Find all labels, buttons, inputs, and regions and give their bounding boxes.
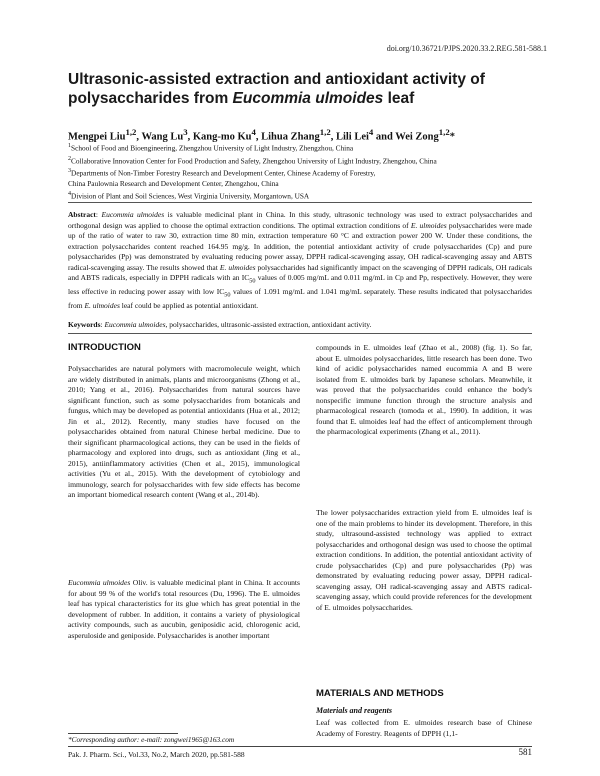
affiliation (68, 189, 548, 202)
methods-heading: MATERIALS AND METHODS (316, 688, 444, 699)
title-text: polysaccharides from (68, 90, 233, 107)
footnote (68, 735, 234, 744)
abstract-sub: 50 (249, 277, 256, 285)
author-sep: , (330, 131, 336, 143)
abstract-text: is valuable medicinal plant in China. In this study, ultrasonic technology was used to extract polysaccharides and orthogonal design was applied to choose the optimal extraction conditions. The optimal extraction conditions of (68, 210, 532, 230)
affiliation-sup: 2 (68, 155, 72, 162)
affiliations (68, 141, 548, 202)
affiliation-sup: 3 (68, 168, 72, 175)
affiliation-sup: 4 (68, 191, 72, 198)
divider-bottom (68, 333, 532, 334)
abstract-text: polysaccharides had significantly impact on the scavenging of DPPH radicals, OH radicals and ABTS radicals, especially in DPPH radicals with an IC (68, 262, 532, 282)
author-sep: , (136, 131, 142, 143)
author-sup: 1,2 (438, 127, 450, 137)
affiliation (68, 141, 548, 154)
title-suffix: leaf (383, 90, 415, 107)
keywords-species: Eucommia ulmoides (104, 320, 166, 329)
affiliation-sup: 1 (68, 143, 72, 149)
author-sup: 4 (368, 127, 374, 137)
page-number: 581 (518, 747, 532, 757)
title-line-2 (68, 89, 538, 108)
author-sep: * (449, 131, 455, 143)
affiliation (68, 179, 548, 189)
author-sep: , (255, 131, 262, 143)
right-paragraph-1: compounds in E. ulmoides leaf (Zhao et al., 2008) (fig. 1). So far, about E. ulmoides polysaccharides, little research has been done. Two kind of acidic polysaccharides named eucommia A and B were isolated from E. ulmoides bark by Japanese scholars. Meanwhile, it was proved that the polysaccharides could enhance the body's nonspecific immune function through the structure analysis and pharmacological research (tomoda et al., 1990). In addition, it was found that E. ulmoides leaf had the effect of anticomplement through the pharmacological experiments (Zhang et al., 2011). (316, 343, 532, 436)
right-paragraph-3: Leaf was collected from E. ulmoides research base of Chinese Academy of Forestry. Reagents of DPPH (1,1- (316, 718, 532, 738)
abstract-label: Abstract (68, 210, 96, 219)
author: Wei Zong (395, 131, 439, 143)
affiliation (68, 154, 548, 167)
affiliation-text: China Paulownia Research and Development Center, Zhengzhou, China (68, 179, 279, 189)
author-sup: 1,2 (125, 127, 137, 137)
keywords (68, 320, 532, 330)
author-sup: 4 (251, 127, 256, 137)
author-sep: and (373, 131, 396, 143)
intro-species: Eucommia ulmoides (68, 578, 131, 587)
abstract-text: : (95, 210, 102, 219)
abstract-sub: 50 (224, 291, 231, 299)
author: Lihua Zhang (261, 131, 320, 143)
author: Mengpei Liu (68, 131, 126, 143)
keywords-colon: : (100, 320, 105, 329)
abstract (68, 210, 532, 312)
abstract-text: polysaccharides were made up of the ratio of water to raw 30, extraction time 80 min, extraction temperature 60 °C and extraction power 200 W. Under these conditions, the extraction polysaccharides content reached 164.95 mg/g. In addition, the potential antioxidant activity of crude polysaccharides (Cp) and pure polysaccharides (Pp) was demonstrated by evaluating reducing power assay, DPPH radical-scavenging assay, OH radical-scavenging assay and ABTS radical-scavenging assay. The results showed that (68, 220, 532, 272)
keywords-text: , polysaccharides, ultrasonic-assisted extraction, antioxidant activity. (165, 320, 372, 329)
title-species: Eucommia ulmoides (232, 90, 384, 107)
author: Lili Lei (335, 131, 369, 143)
footnote-rule (68, 733, 178, 734)
abstract-species: Eucommia ulmoides (101, 210, 165, 219)
divider-top (68, 202, 532, 203)
abstract-species: E. ulmoides (219, 262, 256, 272)
affiliation-text: Collaborative Innovation Center for Food Production and Safety, Zhengzhou University of Light Industry, Zhengzhou, China (71, 156, 437, 166)
abstract-species: E. ulmoides (410, 220, 447, 230)
affiliation (68, 166, 548, 179)
journal-footer: Pak. J. Pharm. Sci., Vol.33, No.2, March 2020, pp.581-588 (68, 750, 245, 759)
doi-line[interactable]: doi.org/10.36721/PJPS.2020.33.2.REG.581-588.1 (386, 44, 547, 53)
materials-subheading: Materials and reagents (316, 706, 393, 715)
right-paragraph-2: The lower polysaccharides extraction yield from E. ulmoides leaf is one of the main problems to hinder its development. Therefore, in this study, ultrasound-assisted technology was applied to extract polysaccharides and orthogonal design was used to choose the optimal extraction conditions. In addition, the potential antioxidant activity of crude polysaccharides (Cp) and pure polysaccharides (Pp) was demonstrated by evaluating reducing power assay, DPPH radical-scavenging assay, OH radical-scavenging assay and ABTS radical-scavenging assay, which could provide references for the development of E. ulmoides polysaccharides. (316, 508, 532, 612)
corresponding-author: *Corresponding author: e-mail: zongwei1965@163.com (68, 735, 235, 744)
abstract-text: values of 0.005 mg/mL and 0.011 mg/mL in Cp and Pp, respectively. However, they were less effective in reducing power assay with low IC (68, 273, 532, 296)
author-sup: 3 (183, 127, 188, 137)
intro-paragraph-2 (68, 578, 300, 641)
affiliation-text: Division of Plant and Soil Sciences, West Virginia University, Morgantown, USA (71, 191, 310, 201)
abstract-text: leaf could be applied as potential antioxidant. (119, 301, 259, 310)
intro-heading-block (68, 343, 300, 354)
title-line-1: Ultrasonic-assisted extraction and antioxidant activity of (68, 71, 485, 88)
author: Wang Lu (141, 131, 184, 143)
author: Kang-mo Ku (192, 131, 252, 143)
article-title (68, 70, 538, 108)
intro-text: Oliv. is valuable medicinal plant in China. It accounts for about 99 % of the world's total resources (Du, 1996). The E. ulmoides leaf has typical characteristics for its glue which has great potential in the development of rubber. In addition, it contains a variety of physiological activity compounds, such as aucubin, geniposidic acid, chlorogenic acid, asperuloside and geniposide. Polysaccharides is another important (68, 578, 300, 640)
affiliation-text: Departments of Non-Timber Forestry Research and Development Center, Chinese Academy of Forestry, (71, 168, 376, 178)
author-sup: 1,2 (319, 127, 331, 137)
abstract-text: values of 1.091 mg/mL and 1.041 mg/mL separately. These results indicated that polysaccharides from (68, 287, 532, 310)
author-sep: , (187, 131, 193, 143)
intro-heading: INTRODUCTION (68, 342, 141, 353)
affiliation-text: School of Food and Bioengineering, Zhengzhou University of Light Industry, Zhengzhou, China (71, 143, 354, 153)
footer-rule (68, 746, 532, 747)
keywords-label: Keywords (68, 320, 101, 329)
abstract-species: E. ulmoides (84, 301, 120, 310)
intro-paragraph-1: Polysaccharides are natural polymers with macromolecule weight, which are widely distributed in animals, plants and microorganisms (Zhong et al., 2010; Yang et al., 2016). Polysaccharides from natural sources have significant function, such as some polysaccharides from botanicals and fungus, which may be developed as potential antioxidants (Hua et al., 2012; Jin et al., 2012). Recently, many studies have focused on the polysaccharides obtained from natural Chinese herbal medicine. Due to their significant pharmacological actions, they can be used in the fields of pharmacology and explored into drugs, such as antioxidant (Jing et al., 2015), antiinflammatory activities (Chen et al., 2015), immunological activities (Yu et al., 2015). With the development of cytobiology and immunology, search for polysaccharides with few side effects has become an important biomedical research content (Wang et al., 2014b). (68, 364, 300, 499)
